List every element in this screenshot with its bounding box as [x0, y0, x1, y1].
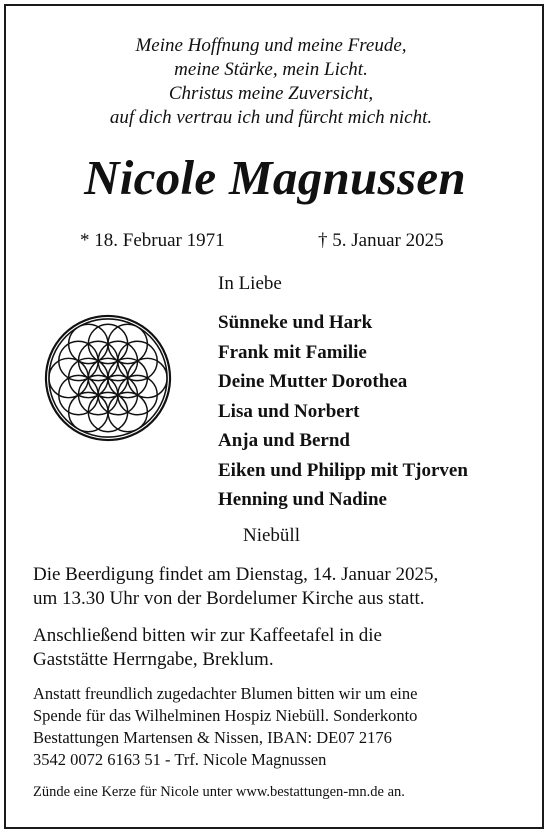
verse-line: Christus meine Zuversicht,: [168, 83, 374, 104]
donation-line: Spende für das Wilhelminen Hospiz Niebüll. Sonderkonto: [33, 706, 418, 725]
mourners-list: [218, 308, 468, 515]
verse-line: meine Stärke, mein Licht.: [174, 59, 368, 80]
donation-line: Anstatt freundlich zugedachter Blumen bitten wir um eine: [33, 684, 418, 703]
deceased-name: Nicole Magnussen: [84, 150, 466, 205]
bible-verse: [0, 34, 542, 130]
funeral-info: [33, 563, 521, 611]
mourner-item: Deine Mutter Dorothea: [218, 371, 408, 392]
mourner-item: Sünneke und Hark: [218, 312, 373, 333]
mourner-item: Anja und Bernd: [218, 430, 350, 451]
mourner-item: Frank mit Familie: [218, 341, 367, 363]
mourner-item: Lisa und Norbert: [218, 400, 360, 422]
coffee-line: Anschließend bitten wir zur Kaffeetafel in die: [33, 625, 382, 646]
coffee-line: Gaststätte Herrngabe, Breklum.: [33, 649, 274, 670]
verse-line: Meine Hoffnung und meine Freude,: [135, 35, 407, 56]
verse-line: auf dich vertrau ich und fürcht mich nicht.: [109, 107, 433, 128]
donation-line: 3542 0072 6163 51 - Trf. Nicole Magnussen: [33, 750, 327, 769]
death-date: † 5. Januar 2025: [318, 230, 444, 251]
funeral-line: um 13.30 Uhr von der Bordelumer Kirche aus statt.: [33, 588, 425, 609]
funeral-line: Die Beerdigung findet am Dienstag, 14. Januar 2025,: [33, 564, 439, 585]
coffee-info: [33, 624, 521, 672]
mourner-item: Eiken und Philipp mit Tjorven: [218, 459, 468, 481]
donation-info: [33, 683, 518, 771]
mourner-item: Henning und Nadine: [218, 489, 387, 510]
place-name: Niebüll: [243, 525, 300, 546]
birth-date: * 18. Februar 1971: [80, 230, 225, 251]
donation-line: Bestattungen Martensen & Nissen, IBAN: DE07 2176: [33, 728, 392, 747]
flower-of-life-icon: [44, 314, 172, 442]
in-love-heading: In Liebe: [218, 273, 282, 294]
candle-info: Zünde eine Kerze für Nicole unter www.bestattungen-mn.de an.: [33, 784, 405, 800]
